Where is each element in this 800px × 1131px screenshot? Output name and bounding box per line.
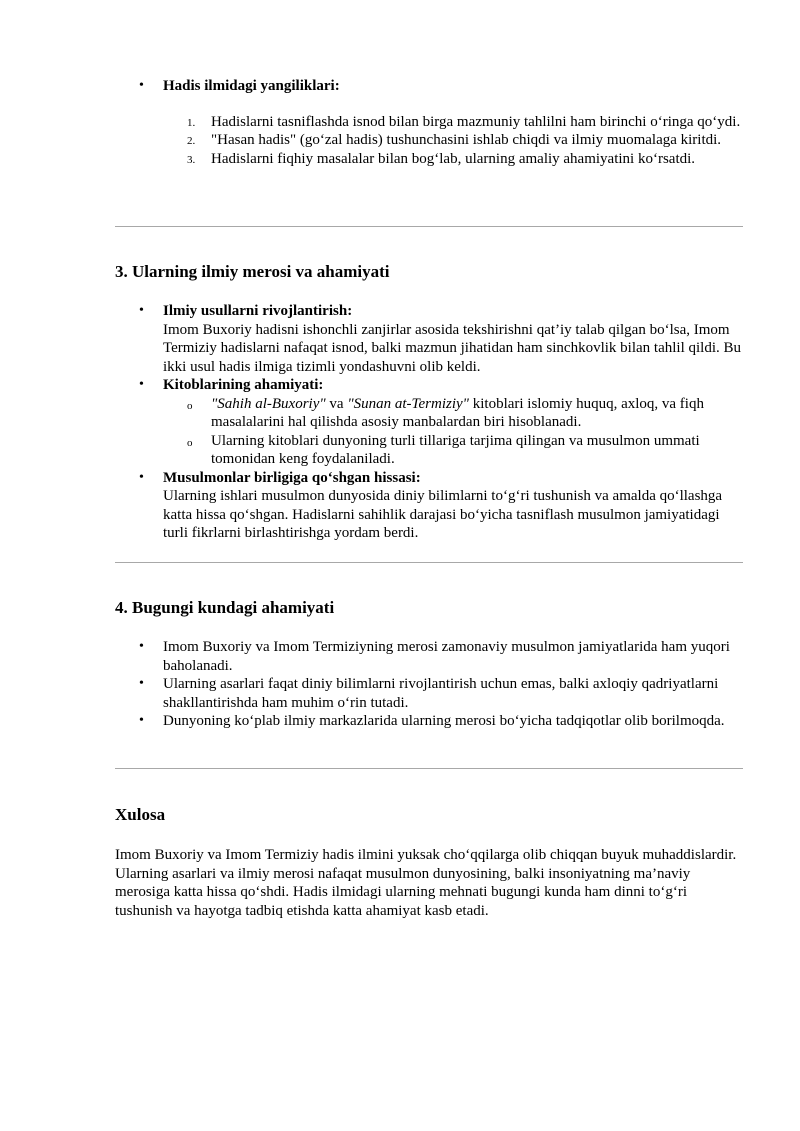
numbered-item-text: Hadislarni tasniflashda isnod bilan birga mazmuniy tahlilni ham birinchi o‘ringa qo‘ydi. — [211, 113, 741, 130]
item-text: Ularning ishlari musulmon dunyosida diniy bilimlarni to‘g‘ri tushunish va amalda qo‘llashga katta hissa qo‘shgan. Hadislarni sahihlik darajasi bo‘yicha tasniflash musulmon jamiyatidagi turli fikrlarni birlashtirishga yordam berdi. — [163, 488, 723, 541]
conjunction-text: va — [325, 395, 348, 412]
number-marker: 2. — [187, 135, 196, 147]
numbered-item-text: Hadislarni fiqhiy masalalar bilan bog‘lab, ularning amaliy ahamiyatini ko‘rsatdi. — [211, 150, 696, 167]
book-title-2: "Sunan at-Termiziy" — [347, 395, 469, 412]
bullet-icon: • — [139, 377, 144, 392]
list-item — [115, 712, 745, 731]
item-title: Kitoblarining ahamiyati: — [163, 377, 324, 393]
numbered-item-text: "Hasan hadis" (go‘zal hadis) tushunchasini ishlab chiqdi va ilmiy muomalaga kiritdi. — [211, 132, 722, 148]
section-4-title: 4. Bugungi kundagi ahamiyati — [115, 598, 335, 617]
section-4-list — [115, 638, 745, 731]
list-item — [115, 302, 745, 376]
innovations-section — [115, 77, 745, 168]
list-item — [115, 675, 745, 712]
section-divider — [115, 768, 743, 769]
bullet-icon: • — [139, 676, 144, 691]
circle-bullet-icon: o — [187, 399, 193, 412]
item-text: Dunyoning ko‘plab ilmiy markazlarida ularning merosi bo‘yicha tadqiqotlar olib borilmoqda. — [163, 713, 725, 729]
item-text: Imom Buxoriy va Imom Termiziyning merosi zamonaviy musulmon jamiyatlarida ham yuqori baholanadi. — [163, 639, 730, 674]
bullet-icon: • — [139, 78, 144, 93]
section-3-list-cont — [115, 469, 745, 543]
sublist-item — [115, 432, 745, 469]
sublist-item — [115, 395, 745, 432]
bullet-icon: • — [139, 303, 144, 318]
section-divider — [115, 562, 743, 563]
numbered-item — [115, 131, 745, 150]
sublist-item-text: Ularning kitoblari dunyoning turli tillariga tarjima qilingan va musulmon ummati tomonidan keng foydalaniladi. — [211, 432, 700, 467]
book-title-1: "Sahih al-Buxoriy" — [211, 395, 326, 412]
item-text: Ularning asarlari faqat diniy bilimlarni rivojlantirish uchun emas, balki axloqiy qadriyatlarni shakllantirishda ham muhim o‘rin tutadi. — [163, 676, 719, 711]
conclusion-title: Xulosa — [115, 805, 166, 824]
conclusion-section — [115, 804, 745, 920]
circle-bullet-icon: o — [187, 436, 193, 449]
conclusion-paragraph: Imom Buxoriy va Imom Termiziy hadis ilmini yuksak cho‘qqilarga olib chiqqan buyuk muhaddislardir. Ularning asarlari va ilmiy merosi nafaqat musulmon dunyosining, balki insoniyatning ma’naviy merosiga katta hissa qo‘shdi. Hadis ilmidagi ularning mehnati bugungi kunda ham dinni to‘g‘ri tushunish va hayotga tadbiq etishda katta ahamiyat kasb etadi. — [115, 847, 737, 919]
list-item — [115, 469, 745, 543]
number-marker: 1. — [187, 116, 196, 129]
bullet-icon: • — [139, 639, 144, 654]
section-divider — [115, 226, 743, 227]
section-3-sublist — [115, 395, 745, 469]
numbered-item — [115, 113, 745, 132]
section-3 — [115, 261, 745, 543]
section-3-title: 3. Ularning ilmiy merosi va ahamiyati — [115, 262, 390, 281]
innovations-heading: Hadis ilmidagi yangiliklari: — [163, 78, 340, 94]
numbered-item — [115, 150, 745, 169]
list-item — [115, 376, 745, 395]
innovations-numbered-list — [115, 113, 745, 169]
bullet-icon: • — [139, 713, 144, 728]
sublist-item-text: kitoblari islomiy huquq, axloq, va fiqh masalalarini hal qilishda asosiy manbalardan biri hisoblanadi. — [211, 395, 704, 430]
item-text: Imom Buxoriy hadisni ishonchli zanjirlar asosida tekshirishni qat’iy talab qilgan bo‘lsa, Imom Termiziy hadislarni nafaqat isnod, balki mazmun jihatidan ham sinchkovlik bilan tahlil qildi. Bu ikki usul hadis ilmiga tizimli yondashuvni olib keldi. — [163, 321, 741, 375]
number-marker: 3. — [187, 153, 196, 166]
innovations-list — [115, 77, 745, 96]
section-4 — [115, 597, 745, 731]
bullet-icon: • — [139, 469, 144, 485]
innovations-bullet-item — [115, 77, 745, 96]
item-title: Musulmonlar birligiga qo‘shgan hissasi: — [163, 469, 421, 486]
item-title: Ilmiy usullarni rivojlantirish: — [163, 303, 353, 319]
list-item — [115, 638, 745, 675]
section-3-list — [115, 302, 745, 395]
